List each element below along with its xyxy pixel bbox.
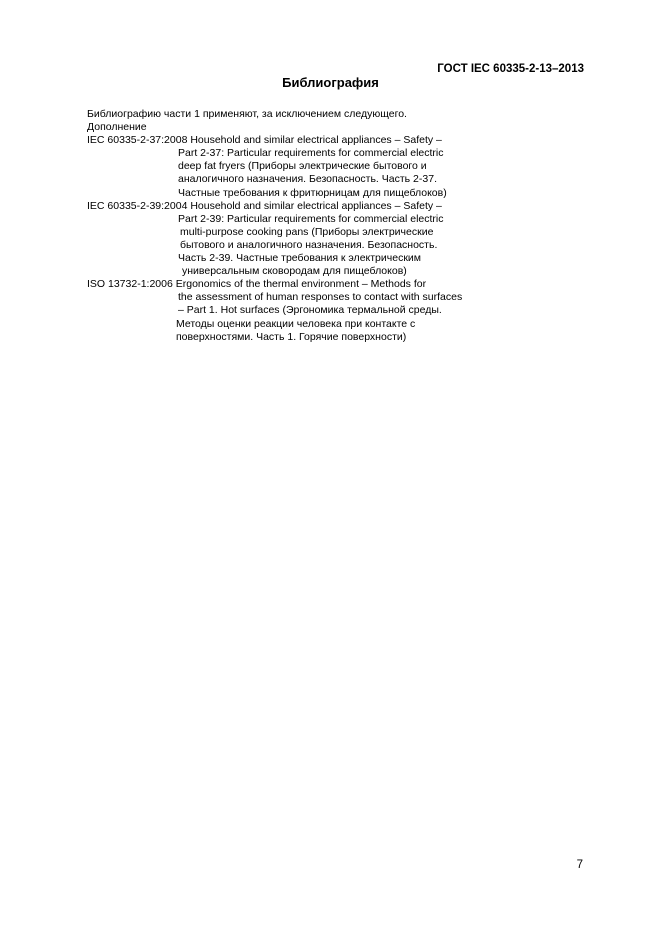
reference-line: multi-purpose cooking pans (Приборы электрические bbox=[180, 225, 434, 238]
reference-line: Частные требования к фритюрницам для пищеблоков) bbox=[178, 186, 447, 199]
reference-line: ISO 13732-1:2006 Ergonomics of the thermal environment – Methods for bbox=[87, 278, 427, 291]
reference-line: аналогичного назначения. Безопасность. Часть 2-37. bbox=[178, 173, 437, 186]
reference-line: – Part 1. Hot surfaces (Эргономика термальной среды. bbox=[178, 304, 442, 317]
reference-line: бытового и аналогичного назначения. Безопасность. bbox=[180, 238, 438, 251]
reference-line: Part 2-39: Particular requirements for commercial electric bbox=[178, 212, 444, 225]
reference-entry-iso-13732-1 bbox=[87, 278, 587, 343]
reference-line: the assessment of human responses to contact with surfaces bbox=[178, 291, 463, 304]
reference-line: поверхностями. Часть 1. Горячие поверхности) bbox=[176, 330, 407, 343]
reference-line: Part 2-37: Particular requirements for commercial electric bbox=[178, 147, 444, 160]
intro-text: Библиографию части 1 применяют, за исключением следующего. bbox=[87, 108, 407, 120]
reference-entry-iec-60335-2-37 bbox=[87, 134, 587, 199]
bibliography-body bbox=[87, 108, 587, 344]
addition-label: Дополнение bbox=[87, 121, 147, 134]
page-number: 7 bbox=[576, 859, 583, 871]
reference-line: универсальным сковородам для пищеблоков) bbox=[182, 265, 407, 278]
standard-header: ГОСТ IEC 60335-2-13–2013 bbox=[437, 63, 584, 75]
reference-line: IEC 60335-2-37:2008 Household and similar electrical appliances – Safety – bbox=[87, 134, 442, 147]
reference-line: IEC 60335-2-39:2004 Household and similar electrical appliances – Safety – bbox=[87, 199, 442, 212]
reference-entry-iec-60335-2-39 bbox=[87, 200, 587, 279]
reference-line: Часть 2-39. Частные требования к электрическим bbox=[178, 252, 421, 265]
reference-line: deep fat fryers (Приборы электрические бытового и bbox=[178, 160, 427, 173]
page-title: Библиография bbox=[282, 75, 379, 90]
reference-line: Методы оценки реакции человека при контакте с bbox=[176, 317, 416, 330]
